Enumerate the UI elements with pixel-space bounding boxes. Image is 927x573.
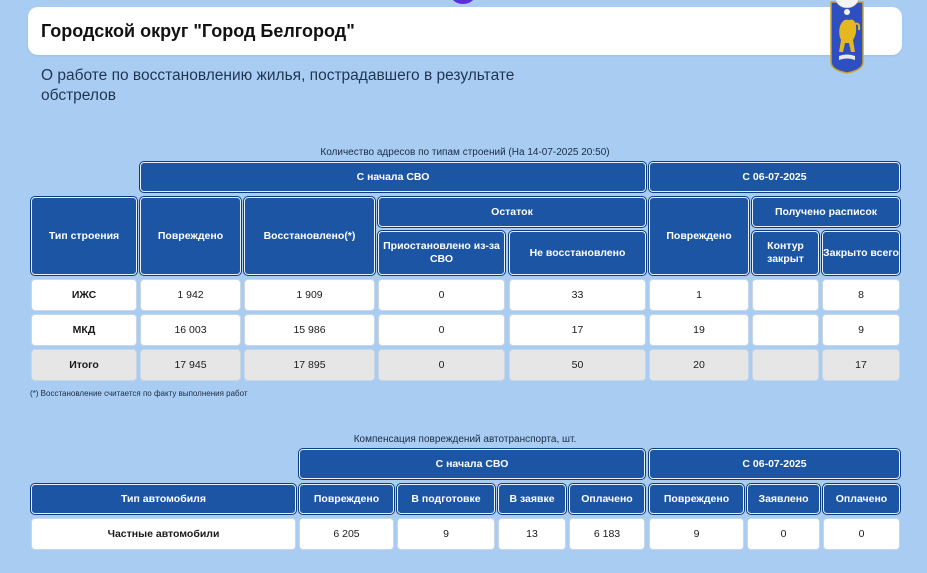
housing-row-type: МКД [31, 314, 137, 346]
housing-col-damaged-since-date: Повреждено [649, 197, 749, 275]
housing-row-type: ИЖС [31, 279, 137, 311]
housing-total-type: Итого [31, 349, 137, 381]
vehicles-col-paid: Оплачено [569, 484, 645, 514]
housing-row-fully-closed: 8 [822, 279, 900, 311]
vehicles-group-since-svo: С начала СВО [299, 449, 645, 479]
housing-col-restored: Восстановлено(*) [244, 197, 375, 275]
housing-col-contour-closed: Контур закрыт [752, 231, 819, 275]
housing-row-contour-closed [752, 314, 819, 346]
housing-table-caption: Количество адресов по типам строений (На 14-07-2025 20:50) [320, 147, 610, 158]
housing-row-not-restored: 33 [509, 279, 646, 311]
housing-row-suspended: 0 [378, 314, 505, 346]
housing-row-not-restored: 17 [509, 314, 646, 346]
vehicles-col-preparing: В подготовке [397, 484, 495, 514]
vehicles-row-damaged-since-date: 9 [649, 518, 744, 550]
housing-col-receipts: Получено расписок [752, 197, 900, 227]
housing-total-damaged: 17 945 [140, 349, 241, 381]
housing-row-fully-closed: 9 [822, 314, 900, 346]
housing-col-type: Тип строения [31, 197, 137, 275]
housing-col-remainder: Остаток [378, 197, 646, 227]
housing-row-restored: 15 986 [244, 314, 375, 346]
housing-total-restored: 17 895 [244, 349, 375, 381]
vehicles-row-paid-since-date: 0 [823, 518, 900, 550]
page-title: Городской округ "Город Белгород" [41, 21, 355, 41]
belgorod-coat-of-arms-icon [829, 0, 865, 74]
vehicles-col-applied: В заявке [498, 484, 566, 514]
vehicles-row-type: Частные автомобили [31, 518, 296, 550]
housing-row-damaged-since-date: 19 [649, 314, 749, 346]
housing-total-fully-closed: 17 [822, 349, 900, 381]
housing-row-suspended: 0 [378, 279, 505, 311]
vehicles-row-declared: 0 [747, 518, 820, 550]
housing-total-not-restored: 50 [509, 349, 646, 381]
vehicles-col-damaged: Повреждено [299, 484, 394, 514]
vehicles-col-paid-since-date: Оплачено [823, 484, 900, 514]
housing-col-fully-closed: Закрыто всего [822, 231, 900, 275]
housing-row-contour-closed [752, 279, 819, 311]
vehicles-col-damaged-since-date: Повреждено [649, 484, 744, 514]
vehicles-col-type: Тип автомобиля [31, 484, 296, 514]
header-bar [28, 7, 902, 55]
housing-row-damaged-since-date: 1 [649, 279, 749, 311]
housing-row-damaged: 1 942 [140, 279, 241, 311]
top-indicator [448, 0, 478, 4]
vehicles-group-since-date: С 06-07-2025 [649, 449, 900, 479]
housing-row-damaged: 16 003 [140, 314, 241, 346]
vehicles-row-paid: 6 183 [569, 518, 645, 550]
housing-total-damaged-since-date: 20 [649, 349, 749, 381]
housing-col-suspended: Приостановлено из-за СВО [378, 231, 505, 275]
housing-total-contour-closed [752, 349, 819, 381]
housing-col-not-restored: Не восстановлено [509, 231, 646, 275]
housing-row-restored: 1 909 [244, 279, 375, 311]
housing-footnote: (*) Восстановление считается по факту выполнения работ [30, 389, 248, 398]
housing-group-since-date: С 06-07-2025 [649, 162, 900, 192]
vehicles-table-caption: Компенсация повреждений автотранспорта, шт. [353, 434, 577, 445]
page-subtitle: О работе по восстановлению жилья, пострадавшего в результате обстрелов [41, 67, 515, 104]
housing-group-since-svo: С начала СВО [140, 162, 646, 192]
housing-col-damaged: Повреждено [140, 197, 241, 275]
housing-total-suspended: 0 [378, 349, 505, 381]
vehicles-row-damaged: 6 205 [299, 518, 394, 550]
vehicles-col-declared: Заявлено [747, 484, 820, 514]
vehicles-row-preparing: 9 [397, 518, 495, 550]
vehicles-row-applied: 13 [498, 518, 566, 550]
